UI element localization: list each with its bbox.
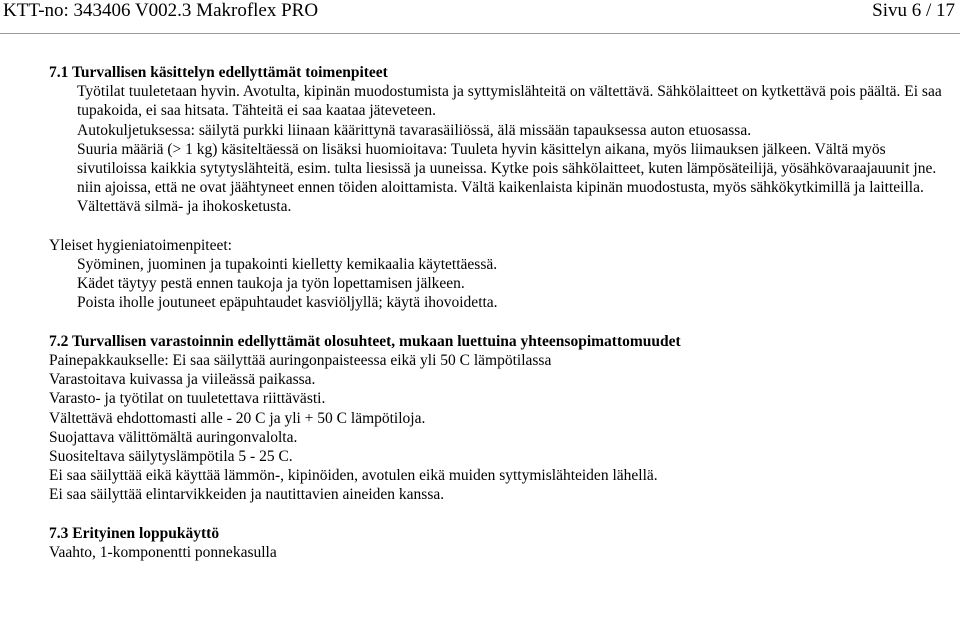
paragraph-contact: Vältettävä silmä- ja ihokosketusta. (77, 198, 292, 216)
section-7-1-heading: 7.1 Turvallisen käsittelyn edellyttämät toimenpiteet (49, 64, 388, 81)
list-item: Suositeltava säilytyslämpötila 5 - 25 C. (49, 448, 293, 466)
list-item: Ei saa säilyttää elintarvikkeiden ja nautittavien aineiden kanssa. (49, 486, 445, 504)
list-item: Ei saa säilyttää eikä käyttää lämmön-, kipinöiden, avotulen eikä muiden syttymislähteiden lähellä. (49, 467, 658, 485)
hygiene-list (49, 255, 954, 313)
list-item: Syöminen, juominen ja tupakointi kielletty kemikaalia käytettäessä. (77, 256, 498, 274)
document-header-title: KTT-no: 343406 V002.3 Makroflex PRO (3, 0, 319, 21)
document-body (49, 63, 954, 562)
list-item: Poista iholle joutuneet epäpuhtaudet kasviöljyllä; käytä ihovoidetta. (77, 294, 498, 312)
header-divider (0, 33, 960, 34)
hygiene-label: Yleiset hygieniatoimenpiteet: (49, 236, 232, 254)
list-item: Kädet täytyy pestä ennen taukoja ja työn lopettamisen jälkeen. (77, 275, 465, 293)
section-7-3-heading: 7.3 Erityinen loppukäyttö (49, 524, 220, 542)
paragraph-transport: Autokuljetuksessa: säilytä purkki liinaan käärittynä tavarasäiliössä, älä missään tapauksessa auton etuosassa. (77, 121, 752, 139)
section-7-2-heading: 7.2 Turvallisen varastoinnin edellyttämät olosuhteet, mukaan luettuina yhteensopimattomuudet (49, 332, 681, 350)
list-item: Varasto- ja työtilat on tuuletettava riittävästi. (49, 390, 326, 408)
list-item: Vältettävä ehdottomasti alle - 20 C ja yli + 50 C lämpötiloja. (49, 409, 426, 427)
page-number: Sivu 6 / 17 (872, 0, 955, 21)
paragraph-large-quantities: Suuria määriä (> 1 kg) käsiteltäessä on lisäksi huomioitava: Tuuleta hyvin käsittelyn aikana, myös liimauksen jälkeen. Vältä myös sivutiloissa kaikkia sytytyslähteitä, esim. tulta liesissä ja uuneissa. Kytke pois sähkölaitteet, kuten lämpösäteilijä, yösähkövaraajauunit jne. niin ajoissa, että ne ovat jäähtyneet ennen töiden aloittamista. Vältä kaikenlaista kipinän muodostusta, myös sähkökytkimillä ja laitteilla. (77, 140, 937, 197)
paragraph-ventilation: Työtilat tuuletetaan hyvin. Avotulta, kipinän muodostumista ja syttymislähteitä on vältettävä. Sähkölaitteet on kytkettävä pois päältä. Ei saa tupakoida, ei saa hitsata. Tähteitä ei saa kaataa jäteveteen. (77, 83, 942, 120)
list-item: Suojattava välittömältä auringonvalolta. (49, 428, 298, 446)
section-7-1-content (49, 82, 954, 216)
storage-conditions-list (49, 351, 954, 505)
list-item: Varastoitava kuivassa ja viileässä paikassa. (49, 371, 316, 389)
section-7-3-text: Vaahto, 1-komponentti ponnekasulla (49, 544, 277, 562)
list-item: Painepakkaukselle: Ei saa säilyttää auringonpaisteessa eikä yli 50 C lämpötilassa (49, 352, 552, 370)
